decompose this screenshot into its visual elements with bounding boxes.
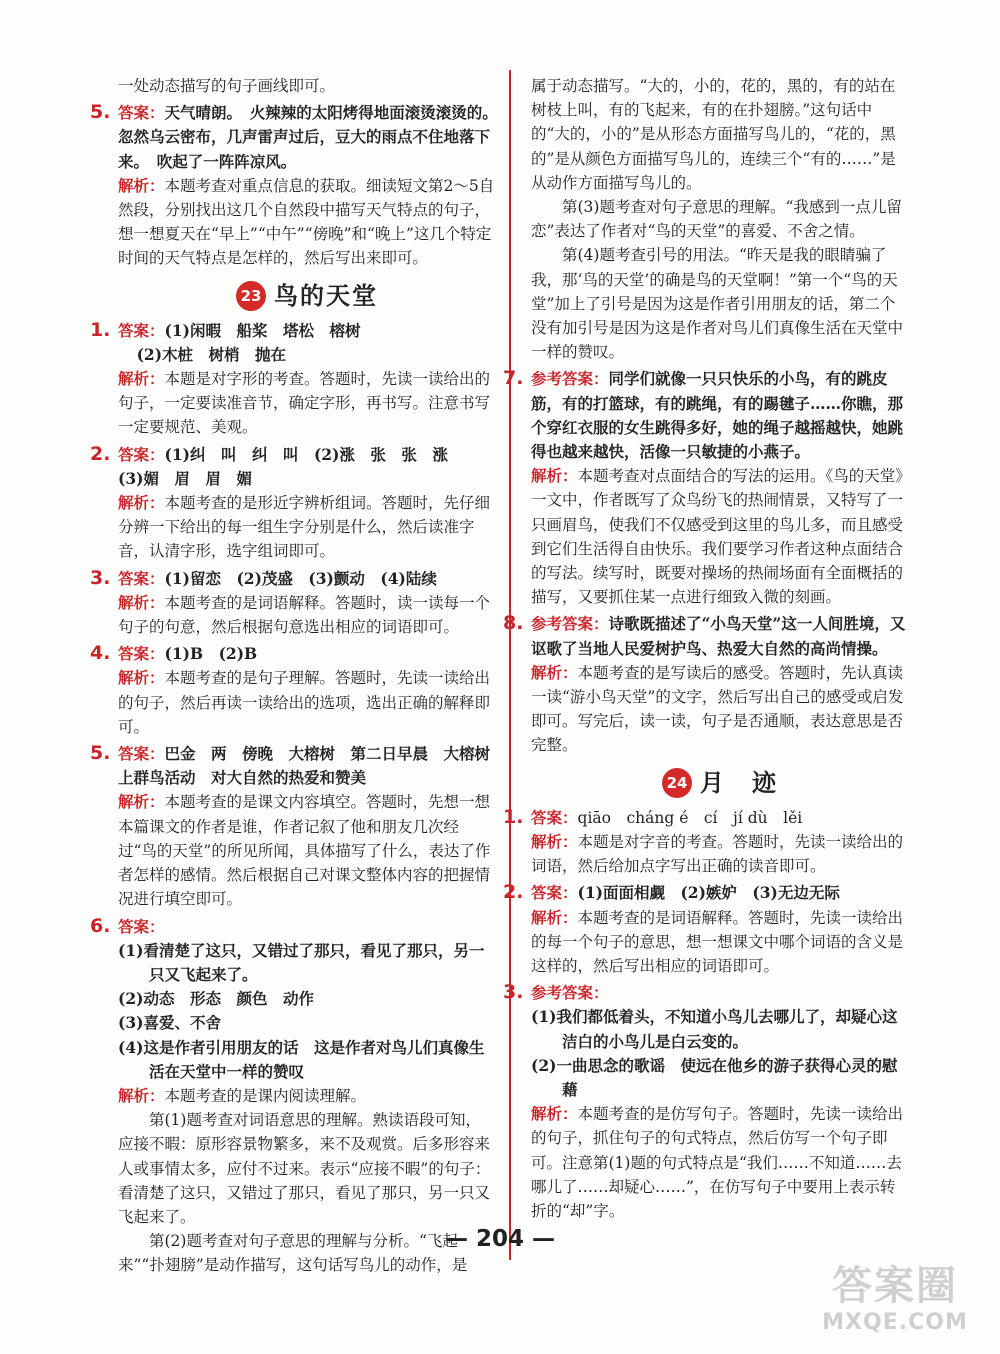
answer-text: 诗歌既描述了“小鸟天堂”这一人间胜境，又讴歌了当地人民爱树护鸟、热爱大自然的高尚情操。 <box>531 614 906 658</box>
question-7 <box>503 367 909 609</box>
answer-label: 答案： <box>531 808 578 827</box>
watermark-url: MXQE.COM <box>822 1310 968 1335</box>
analysis-label: 解析： <box>531 467 578 486</box>
answer-text: (1)我们都低着头，不知道小鸟儿去哪儿了，却疑心这洁白的小鸟儿是白云变的。 <box>531 1007 898 1051</box>
section-number-badge: 23 <box>236 281 266 311</box>
answer-label: 答案： <box>118 745 165 764</box>
answer-label: 答案： <box>118 321 165 340</box>
analysis-text: 本题考查对重点信息的获取。细读短文第2～5自然段，分别找出这几个自然段中描写天气特点的句子，想一想夏天在“早上”“中午”“傍晚”和“晚上”这几个特定时间的天气特点是怎样的，然后写出来即可。 <box>118 176 495 268</box>
answer-text: (2)木桩 树梢 抛在 <box>136 344 287 364</box>
analysis-text: 本题是对字音的考查。答题时，先读一读给出的词语，然后给加点字写出正确的读音即可。 <box>531 832 904 876</box>
analysis-text: 本题考查的是形近字辨析组词。答题时，先仔细分辨一下给出的每一组生字分别是什么，然后读准字音，认清字形，选字组词即可。 <box>118 494 491 561</box>
analysis-paragraph: 属于动态描写。“大的，小的，花的，黑的，有的站在树枝上叫，有的飞起来，有的在扑翅膀。”这句话中的“大的，小的”是从形态方面描写鸟儿的，“花的，黑的”是从颜色方面描写鸟儿的，连续三个“有的……”是从动作方面描写鸟儿的。 <box>531 77 896 192</box>
answer-text: (2)一曲思念的歌谣 使远在他乡的游子获得心灵的慰藉 <box>531 1055 898 1099</box>
analysis-label: 解析： <box>118 593 165 612</box>
section-number-badge: 24 <box>662 768 692 798</box>
answer-label: 答案： <box>118 569 165 588</box>
answer-text: 巴金 两 傍晚 大榕树 第二日早晨 大榕树上群鸟活动 对大自然的热爱和赞美 <box>118 744 491 788</box>
question-number: 8. <box>503 612 524 635</box>
answer-label: 参考答案： <box>531 615 609 634</box>
answer-text: (2)动态 形态 颜色 动作 <box>118 989 314 1009</box>
question-number: 4. <box>90 642 111 665</box>
question-5 <box>90 742 496 911</box>
section-heading-24 <box>531 766 909 800</box>
watermark-logo <box>810 1262 980 1342</box>
question-number: 6. <box>90 914 111 937</box>
answer-text: (1)面面相觑 (2)嫉妒 (3)无边无际 <box>577 883 840 903</box>
answer-text: 同学们就像一只只快乐的小鸟，有的跳皮筋，有的打篮球，有的跳绳，有的踢毽子……你瞧，那个穿红衣服的女生跳得多好，她的绳子越摇越快，她跳得也越来越快，活像一只敏捷的小燕子。 <box>531 369 904 462</box>
question-number: 1. <box>503 805 524 828</box>
question-number: 3. <box>503 981 524 1004</box>
analysis-label: 解析： <box>118 793 165 812</box>
question-8 <box>503 612 909 757</box>
answer-label: 答案： <box>531 884 578 903</box>
answer-text: (4)这是作者引用朋友的话 这是作者对鸟儿们真像生活在天堂中一样的赞叹 <box>118 1037 485 1081</box>
analysis-paragraph: 第(4)题考查引号的用法。“昨天是我的眼睛骗了我，那‘鸟的天堂’的确是鸟的天堂啊！”第一个“鸟的天堂”加上了引号是因为这是作者引用朋友的话，第二个没有加引号是因为这是作者对鸟儿们真像生活在天堂中一样的赞叹。 <box>531 246 904 362</box>
analysis-label: 解析： <box>531 1105 578 1124</box>
question-number: 5. <box>90 742 111 765</box>
analysis-label: 解析： <box>118 176 165 195</box>
answer-label: 答案： <box>118 445 165 464</box>
question-2 <box>90 442 496 564</box>
question-number: 2. <box>90 442 111 465</box>
question-3 <box>90 566 496 640</box>
question-number: 1. <box>90 318 111 341</box>
question-1 <box>503 805 909 879</box>
analysis-text: 本题考查的是句子理解。答题时，先读一读给出的句子，然后再读一读给出的选项，选出正确的解释即可。 <box>118 669 491 736</box>
analysis-label: 解析： <box>531 908 578 927</box>
analysis-label: 解析： <box>118 494 165 513</box>
answer-label: 答案： <box>118 645 165 664</box>
section-heading-23 <box>118 279 496 313</box>
analysis-paragraph: 第(3)题考查对句子意思的理解。“我感到一点儿留恋”表达了作者对“鸟的天堂”的喜爱、不舍之情。 <box>531 198 902 241</box>
analysis-label: 解析： <box>118 669 165 688</box>
answer-label: 答案： <box>118 917 165 936</box>
question-number: 7. <box>503 367 524 390</box>
analysis-text: 本题考查的是仿写句子。答题时，先读一读给出的句子，抓住句子的句式特点，然后仿写一个句子即可。注意第(1)题的句式特点是“我们……不知道……去哪儿了……却疑心……”，在仿写句子中要用上表示转折的“却”字。 <box>531 1105 904 1220</box>
answer-label: 参考答案： <box>531 370 609 389</box>
continued-text: 一处动态描写的句子画线即可。 <box>118 77 336 95</box>
answer-text: (1)留恋 (2)茂盛 (3)颤动 (4)陆续 <box>164 568 437 588</box>
answer-text: (3)媚 眉 眉 媚 <box>118 468 252 488</box>
question-4 <box>90 642 496 739</box>
answer-text: (1)闲暇 船桨 塔松 榕树 <box>164 320 361 340</box>
analysis-label: 解析： <box>531 663 578 682</box>
answer-text: (1)看清楚了这只，又错过了那只，看见了那只，另一只又飞起来了。 <box>118 940 485 984</box>
analysis-text: 本题考查的是课文内容填空。答题时，先想一想本篇课文的作者是谁，作者记叙了他和朋友几次经过“鸟的天堂”的所见所闻，具体描写了什么，表达了作者怎样的感情。然后根据自己对课文整体内容的把握情况进行填空即可。 <box>118 793 491 909</box>
question-3 <box>503 981 909 1223</box>
analysis-paragraph: 第(2)题考查对句子意思的理解与分析。“飞起来”“扑翅膀”是动作描写，这句话写鸟儿的动作，是 <box>118 1232 468 1275</box>
question-5-prev <box>90 101 506 270</box>
question-number: 2. <box>503 881 524 904</box>
answer-text: 天气晴朗。 火辣辣的太阳烤得地面滚烫滚烫的。 忽然乌云密布，几声雷声过后，豆大的雨点不住地落下来。 吹起了一阵阵凉风。 <box>118 103 506 171</box>
question-2 <box>503 881 909 978</box>
analysis-label: 解析： <box>531 832 578 851</box>
analysis-text: 本题考查对点面结合的写法的运用。《鸟的天堂》一文中，作者既写了众鸟纷飞的热闹情景，又特写了一只画眉鸟，使我们不仅感受到这里的鸟儿多，而且感受到它们生活得自由快乐。我们要学习作者这种点面结合的写法。续写时，既要对操场的热闹场面有全面概括的描写，又要抓住某一点进行细致入微的刻画。 <box>531 467 904 607</box>
analysis-paragraph: 第(1)题考查对词语意思的理解。熟读语段可知，应接不暇：原形容景物繁多，来不及观赏。后多形容来人或事情太多，应付不过来。表示“应接不暇”的句子：看清楚了这只，又错过了那只，看见了那只，另一只又飞起来了。 <box>118 1111 491 1226</box>
question-6 <box>90 914 496 1278</box>
analysis-text: 本题考查的是课内阅读理解。 <box>164 1086 367 1105</box>
question-number: 5. <box>90 101 111 124</box>
answer-text: (3)喜爱、不舍 <box>118 1013 221 1033</box>
question-1 <box>90 318 496 440</box>
answer-text: qiāo cháng é cí jí dù lěi <box>577 808 803 827</box>
answer-label: 参考答案： <box>531 984 609 1003</box>
analysis-text: 本题考查的是词语解释。答题时，先读一读给出的每一个句子的意思，想一想课文中哪个词语的含义是这样的，然后写出相应的词语即可。 <box>531 908 904 975</box>
column-divider <box>509 70 511 1260</box>
analysis-label: 解析： <box>118 1086 165 1105</box>
watermark-title: 答案圈 <box>832 1263 958 1309</box>
analysis-text: 本题是对字形的考查。答题时，先读一读给出的句子，一定要读准音节，确定字形，再书写。注意书写一定要规范、美观。 <box>118 370 491 437</box>
answer-text: (1)B (2)B <box>164 644 258 664</box>
right-column <box>503 74 909 1223</box>
answer-label: 答案： <box>118 104 165 123</box>
question-number: 3. <box>90 566 111 589</box>
analysis-text: 本题考查的是词语解释。答题时，读一读每一个句子的句意，然后根据句意选出相应的词语即可。 <box>118 593 491 637</box>
section-title: 月 迹 <box>700 768 778 797</box>
answer-text: (1)纠 叫 纠 叫 (2)涨 张 张 涨 <box>164 444 448 464</box>
section-title: 鸟的天堂 <box>274 281 378 310</box>
page-number: — 204 — <box>444 1226 556 1252</box>
analysis-label: 解析： <box>118 370 165 389</box>
analysis-text: 本题考查的是写读后的感受。答题时，先认真读一读“游小鸟天堂”的文字，然后写出自己的感受或启发即可。写完后，读一读，句子是否通顺，表达意思是否完整。 <box>531 663 904 755</box>
